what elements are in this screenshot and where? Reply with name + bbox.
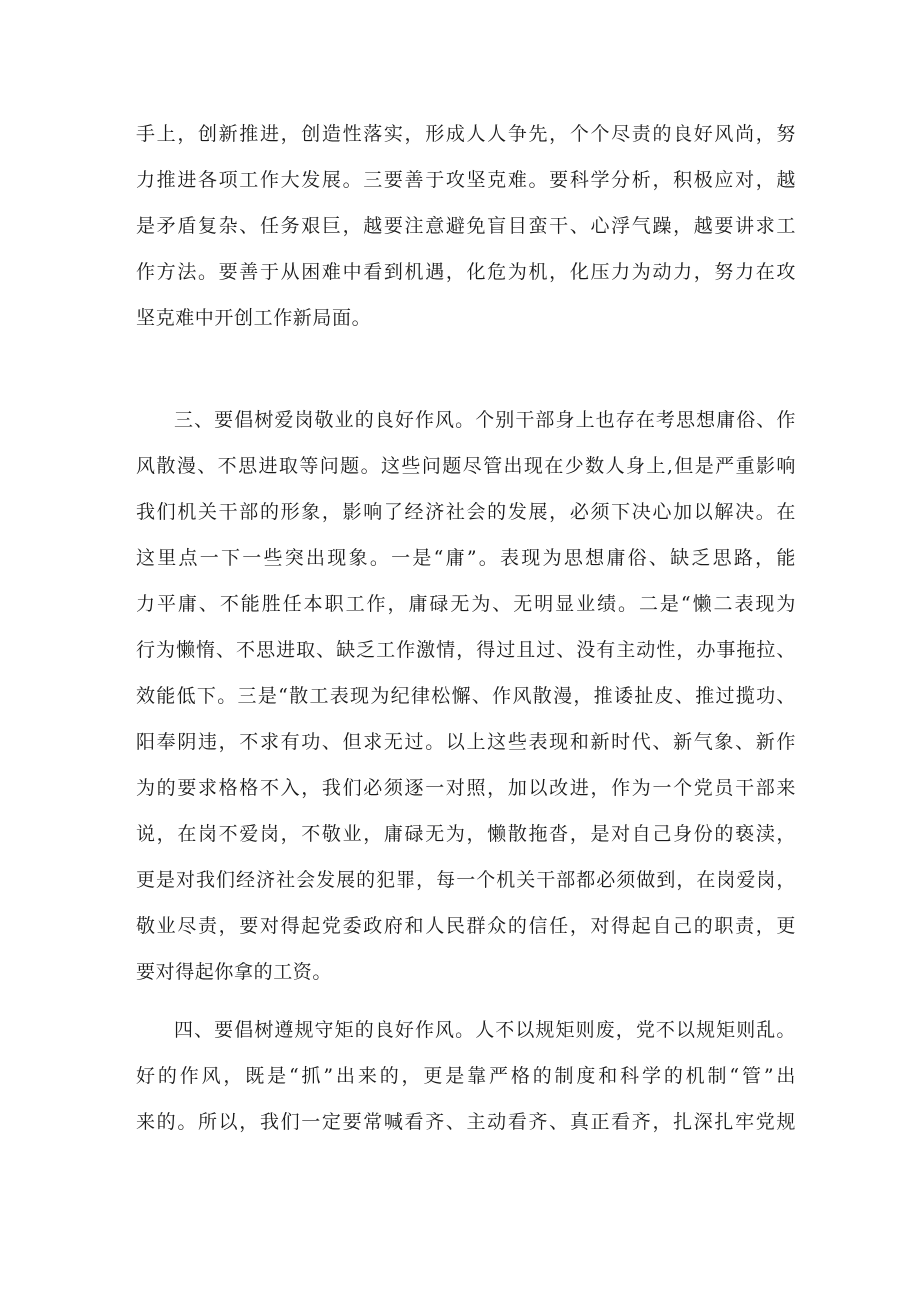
paragraph-line: 行为懒惰、不思进取、缺乏工作激情，得过且过、没有主动性，办事拖拉、 [136,639,796,661]
paragraph-line: 是矛盾复杂、任务艰巨，越要注意避免盲目蛮干、心浮气躁，越要讲求工 [136,215,796,237]
paragraph-line: 更是对我们经济社会发展的犯罪，每一个机关干部都必须做到，在岗爱岗， [136,869,796,891]
paragraph-line: 为的要求格格不入，我们必须逐一对照，加以改进，作为一个党员干部来 [136,777,796,799]
paragraph-line: 四、要倡树遵规守矩的良好作风。人不以规矩则废，党不以规矩则乱。 [174,1019,796,1041]
paragraph-line: 坚克难中开创工作新局面。 [136,307,372,329]
paragraph-1 [136,116,796,336]
paragraph-line: 要对得起你拿的工资。 [136,961,333,983]
paragraph-3 [136,1012,796,1140]
paragraph-line: 力推进各项工作大发展。三要善于攻坚克难。要科学分析，积极应对，越 [136,169,796,191]
paragraph-line: 好的作风，既是“抓”出来的，更是靠严格的制度和科学的机制“管”出 [136,1065,796,1087]
paragraph-line: 敬业尽责，要对得起党委政府和人民群众的信任，对得起自己的职责，更 [136,915,796,937]
paragraph-line: 阳奉阴违，不求有功、但求无过。以上这些表现和新时代、新气象、新作 [136,731,796,753]
paragraph-line: 风散漫、不思进取等问题。这些问题尽管出现在少数人身上,但是严重影响 [136,455,796,477]
paragraph-line: 来的。所以，我们一定要常喊看齐、主动看齐、真正看齐，扎深扎牢党规 [136,1111,796,1133]
paragraph-line: 作方法。要善于从困难中看到机遇，化危为机，化压力为动力，努力在攻 [136,261,796,283]
paragraph-line: 我们机关干部的形象，影响了经济社会的发展，必须下决心加以解决。在 [136,501,796,523]
paragraph-2 [136,402,796,990]
paragraph-line: 三、要倡树爱岗敬业的良好作风。个别干部身上也存在考思想庸俗、作 [174,409,796,431]
paragraph-line: 效能低下。三是“散工表现为纪律松懈、作风散漫，推诿扯皮、推过揽功、 [136,685,796,707]
paragraph-line: 手上，创新推进，创造性落实，形成人人争先，个个尽责的良好风尚，努 [136,123,796,145]
paragraph-line: 说，在岗不爱岗，不敬业，庸碌无为，懒散拖沓，是对自己身份的亵渎， [136,823,796,845]
paragraph-line: 力平庸、不能胜任本职工作，庸碌无为、无明显业绩。二是“懒二表现为 [136,593,796,615]
paragraph-line: 这里点一下一些突出现象。一是“庸”。表现为思想庸俗、缺乏思路，能 [136,547,796,569]
